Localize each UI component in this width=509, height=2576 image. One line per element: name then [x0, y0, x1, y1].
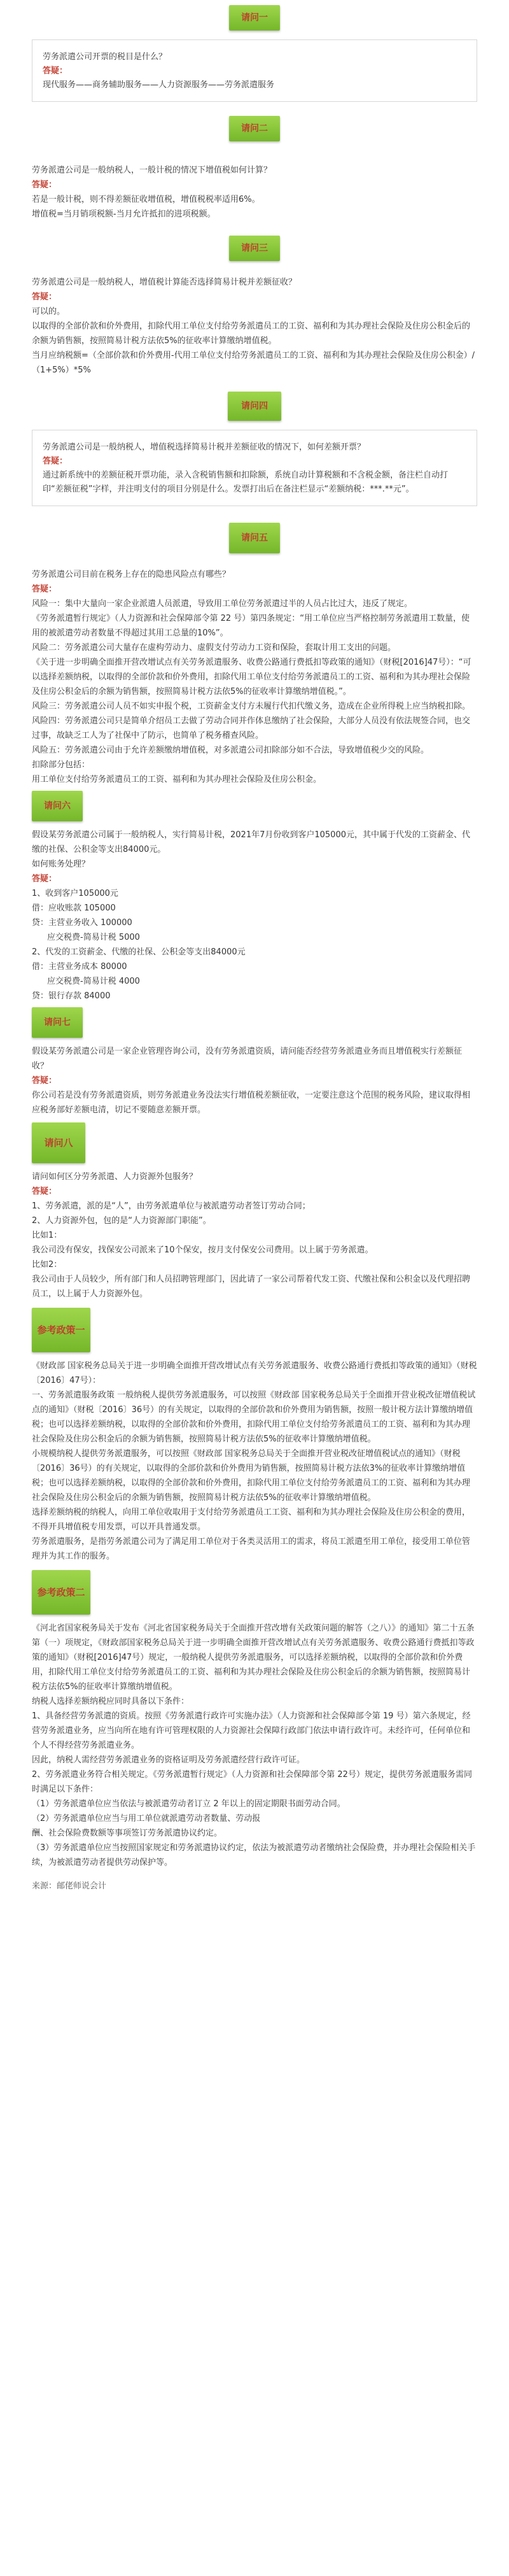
reference-line: 劳务派遣服务，是指劳务派遣公司为了满足用工单位对于各类灵活用工的需求，将员工派遣至用工单位，接受用工单位管理并为其工作的服务。 — [32, 1537, 471, 1561]
entry-line: 1、收到客户105000元 — [32, 889, 118, 898]
reference-block-2 — [32, 1570, 477, 1870]
question-text: 请问如何区分劳务派遣、人力资源外包服务？ — [32, 1172, 198, 1182]
reference-line: 《河北省国家税务局关于发布《河北省国家税务局关于全面推开营改增有关政策问题的解答（之八）》的通知》第二十五条第（一）项规定，《财政部国家税务总局关于进一步明确全面推开营改增试点有关劳务派遣服务、收费公路通行费抵扣等政策的通知》（财税[2016]47号）规定，一般纳税人提供劳务派遣服务，可以选择差额纳税，以取得的全部价款和价外费用，扣除代用工单位支付给劳务派遣员工的工资、福利和为其办理社会保险及住房公积金后的余额为销售额，按照简易计税方法依5%的征收率计算缴纳增值税。 — [32, 1624, 475, 1692]
reference-line: 2、劳务派遣业务符合相关规定。《劳务派遣暂行规定》（人力资源和社会保障部令第 22号）规定，提供劳务派遣服务需同时满足以下条件： — [32, 1770, 472, 1794]
answer-text: 通过新系统中的差额征税开票功能，录入含税销售额和扣除额，系统自动计算税额和不含税金额，备注栏自动打印“差额征税”字样，并注明支付的项目分别是什么。发票打出后在备注栏显示“差额纳税：***.**元”。 — [43, 471, 449, 494]
answer-line: 以取得的全部价款和价外费用，扣除代用工单位支付给劳务派遣员工的工资、福利和为其办理社会保险及住房公积金后的余额为销售额，按照简易计税方法依5%的征收率计算缴纳增值税。 — [32, 322, 471, 346]
answer-line: 我公司由于人员较少，所有部门和人员招聘管理部门，因此请了一家公司帮着代发工资、代缴社保和公积金以及代理招聘员工，以上属于人力资源外包。 — [32, 1275, 471, 1299]
reference-line: 一、劳务派遣服务政策 一般纳税人提供劳务派遣服务，可以按照《财政部 国家税务总局关于全面推开营业税改征增值税试点的通知》（财税〔2016〕36号）的有关规定，以取得的全部价款和价外费用为销售额，按照一般计税方法计算缴纳增值税；也可以选择差额纳税，以取得的全部价款和价外费用，扣除代用工单位支付给劳务派遣员工的工资、福利和为其办理社会保险及住房公积金后的余额为销售额，按照简易计税方法依5%的征收率计算缴纳增值税。 — [32, 1391, 476, 1444]
answer-line: 2、人力资源外包，包的是“人力资源部门职能”。 — [32, 1216, 211, 1226]
reference-line: （2）劳务派遣单位应当与用工单位就派遣劳动者数量、劳动报 — [32, 1814, 261, 1823]
entry-line: 应交税费-简易计税 5000 — [47, 933, 140, 942]
question-text: 劳务派遣公司目前在税务上存在的隐患风险点有哪些？ — [32, 570, 231, 579]
source-footer — [32, 1879, 477, 1893]
answer-line: 若是一般计税，则不得差额征收增值税，增值税税率适用6%。 — [32, 195, 260, 204]
answer-label: 答疑： — [43, 456, 68, 466]
reference-line: 选择差额纳税的纳税人，向用工单位收取用于支付给劳务派遣员工工资、福利和为其办理社会保险及住房公积金的费用，不得开具增值税专用发票，可以开具普通发票。 — [32, 1508, 471, 1532]
source-text: 来源：邮佬师说会计 — [32, 1881, 107, 1891]
question-block-6 — [32, 791, 477, 1003]
reference-line: 1、具备经营劳务派遣的资质。按照《劳务派遣行政许可实施办法》（人力资源和社会保障部令第 19 号）第六条规定，经营劳务派遣业务，应当向所在地有许可管理权限的人力资源社会保障行政部门依法申请行政许可。未经许可，任何单位和个人不得经营劳务派遣业务。 — [32, 1711, 471, 1750]
answer-label: 答疑： — [32, 1076, 57, 1086]
sub-question-text: 如何账务处理？ — [32, 860, 90, 869]
entry-line: 借：主营业务成本 80000 — [32, 962, 127, 972]
answer-line: 风险五：劳务派遣公司由于允许差额缴纳增值税，对多派遣公司扣除部分如不合法，导致增值税少交的风险。 — [32, 746, 429, 755]
question-badge-6: 请问六 — [32, 791, 83, 821]
question-box-4 — [32, 430, 477, 506]
answer-label: 答疑： — [32, 180, 57, 190]
question-badge-8: 请问八 — [32, 1122, 85, 1163]
answer-line: 用工单位支付给劳务派遣员工的工资、福利和为其办理社会保险及住房公积金。 — [32, 775, 322, 784]
answer-line: 扣除部分包括： — [32, 760, 90, 770]
reference-badge-1: 参考政策一 — [32, 1308, 90, 1352]
answer-line: 风险三：劳务派遣公司人员不如实申报个税，工资薪金支付方未履行代扣代缴义务，造成在企业所得税上应当纳税扣除。 — [32, 702, 471, 711]
answer-line: 我公司没有保安，找保安公司派来了10个保安，按月支付保安公司费用。以上属于劳务派遣。 — [32, 1245, 373, 1255]
entry-line: 应交税费-简易计税 4000 — [47, 977, 140, 986]
reference-block-1 — [32, 1308, 477, 1564]
question-badge-5: 请问五 — [229, 523, 280, 553]
reference-badge-2: 参考政策二 — [32, 1570, 90, 1615]
answer-line: 《关于进一步明确全面推开营改增试点有关劳务派遣服务、收费公路通行费抵扣等政策的通知》（财税[2016]47号）：“可以选择差额纳税，以取得的全部价款和价外费用，扣除代用工单位支付给劳务派遣员工的工资、福利和为其办理社会保险及住房公积金后的余额为销售额，按照简易计税方法依5%的征收率计算缴纳增值税。”。 — [32, 658, 471, 697]
answer-line: 1、劳务派遣，派的是“人”，由劳务派遣单位与被派遣劳动者签订劳动合同； — [32, 1201, 310, 1211]
reference-line: （3）劳务派遣单位应当按照国家规定和劳务派遣协议约定，依法为被派遣劳动者缴纳社会保险费，并办理社会保险相关手续，为被派遣劳动者提供劳动保护等。 — [32, 1843, 476, 1867]
question-text: 劳务派遣公司是一般纳税人，增值税计算能否选择简易计税并差额征收？ — [32, 278, 297, 287]
entry-line: 贷：银行存款 84000 — [32, 991, 111, 1001]
answer-label: 答疑： — [32, 874, 57, 884]
question-box-1 — [32, 39, 477, 102]
question-badge-3: 请问三 — [229, 236, 280, 261]
answer-line: 当月应纳税额=（全部价款和价外费用-代用工单位支付给劳务派遣员工的工资、福利和为其办理社会保险及住房公积金）/（1+5%）*5% — [32, 351, 475, 375]
answer-line: 风险四：劳务派遣公司只是简单介绍员工去做了劳动合同并作体息缴纳了社会保险，大部分人员没有依法规签合同，也交过事，故缺乏工人为了社保中了防示，也简单了税务稽查风险。 — [32, 716, 471, 740]
answer-label: 答疑： — [32, 584, 57, 594]
question-text: 假设某劳务派遣公司属于一般纳税人，实行简易计税，2021年7月份收到客户105000元，其中属于代发的工资薪金、代缴的社保、公积金等支出84000元。 — [32, 830, 470, 854]
answer-label: 答疑： — [32, 1187, 57, 1196]
answer-text: 现代服务——商务辅助服务——人力资源服务——劳务派遣服务 — [43, 80, 275, 90]
answer-line: 《劳务派遣暂行规定》（人力资源和社会保障部令第 22 号）第四条规定：“用工单位应当严格控制劳务派遣用工数量，使用的被派遣劳动者数量不得超过其用工总量的10%”。 — [32, 614, 470, 638]
question-text: 劳务派遣公司是一般纳税人，一般计税的情况下增值税如何计算？ — [32, 166, 272, 175]
answer-line: 风险一：集中大量向一家企业派遣人员派遣，导致用工单位劳务派遣过半的人员占比过大，违反了规定。 — [32, 599, 413, 609]
reference-line: 因此，纳税人需经营劳务派遣业务的资格证明及劳务派遣经营行政许可证。 — [32, 1755, 305, 1765]
reference-line: 纳税人选择差额纳税应同时具备以下条件： — [32, 1697, 190, 1706]
question-badge-7: 请问七 — [32, 1007, 83, 1038]
question-badge-1: 请问一 — [229, 5, 280, 31]
question-text: 假设某劳务派遣公司是一家企业管理咨询公司，没有劳务派遣资质，请问能否经营劳务派遣业务而且增值税实行差额征收？ — [32, 1047, 463, 1071]
answer-label: 答疑： — [32, 292, 57, 302]
question-block-7 — [32, 1007, 477, 1117]
entry-line: 借：应收账款 105000 — [32, 903, 116, 913]
question-block-3 — [32, 275, 477, 378]
reference-line: 《财政部 国家税务总局关于进一步明确全面推开营改增试点有关劳务派遣服务、收费公路通行费抵扣等政策的通知》（财税〔2016〕47号）： — [32, 1361, 477, 1385]
question-text: 劳务派遣公司开票的税目是什么？ — [43, 52, 167, 62]
answer-line: 比如2： — [32, 1260, 62, 1270]
answer-line: 增值税=当月销项税额-当月允许抵扣的进项税额。 — [32, 209, 216, 219]
entry-line: 贷：主营业务收入 100000 — [32, 918, 132, 928]
answer-text: 你公司若是没有劳务派遣资质，则劳务派遣业务没法实行增值税差额征收，一定要注意这个范围的税务风险，建议取得相应税务部好差额电清，切记不要随意差额开票。 — [32, 1091, 471, 1115]
answer-line: 可以的。 — [32, 307, 66, 316]
question-block-2 — [32, 163, 477, 222]
answer-label: 答疑： — [43, 66, 68, 76]
question-badge-2: 请问二 — [229, 116, 280, 141]
question-badge-4: 请问四 — [228, 392, 281, 421]
reference-line: （1）劳务派遣单位应当依法与被派遣劳动者订立 2 年以上的固定期限书面劳动合同。 — [32, 1799, 345, 1809]
answer-line: 比如1： — [32, 1231, 62, 1240]
question-block-8 — [32, 1122, 477, 1301]
entry-line: 2、代发的工资薪金、代缴的社保、公积金等支出84000元 — [32, 947, 246, 957]
reference-line: 酬、社会保险费数额等事项签订劳务派遣协议约定。 — [32, 1829, 223, 1838]
reference-line: 小规模纳税人提供劳务派遣服务，可以按照《财政部 国家税务总局关于全面推开营业税改征增值税试点的通知》（财税〔2016〕36号）的有关规定，以取得的全部价款和价外费用为销售额，按照简易计税方法依3%的征收率计算缴纳增值税；也可以选择差额纳税，以取得的全部价款和价外费用，扣除代用工单位支付给劳务派遣员工的工资、福利和为其办理社会保险及住房公积金后的余额为销售额，按照简易计税方法依5%的征收率计算缴纳增值税。 — [32, 1449, 471, 1503]
question-text: 劳务派遣公司是一般纳税人，增值税选择简易计税并差额征收的情况下，如何差额开票？ — [43, 442, 366, 452]
answer-line: 风险二：劳务派遣公司大量存在虚构劳动力、虚假支付劳动力工资和保险，套取计用工支出的问题。 — [32, 643, 396, 653]
question-block-5 — [32, 567, 477, 787]
